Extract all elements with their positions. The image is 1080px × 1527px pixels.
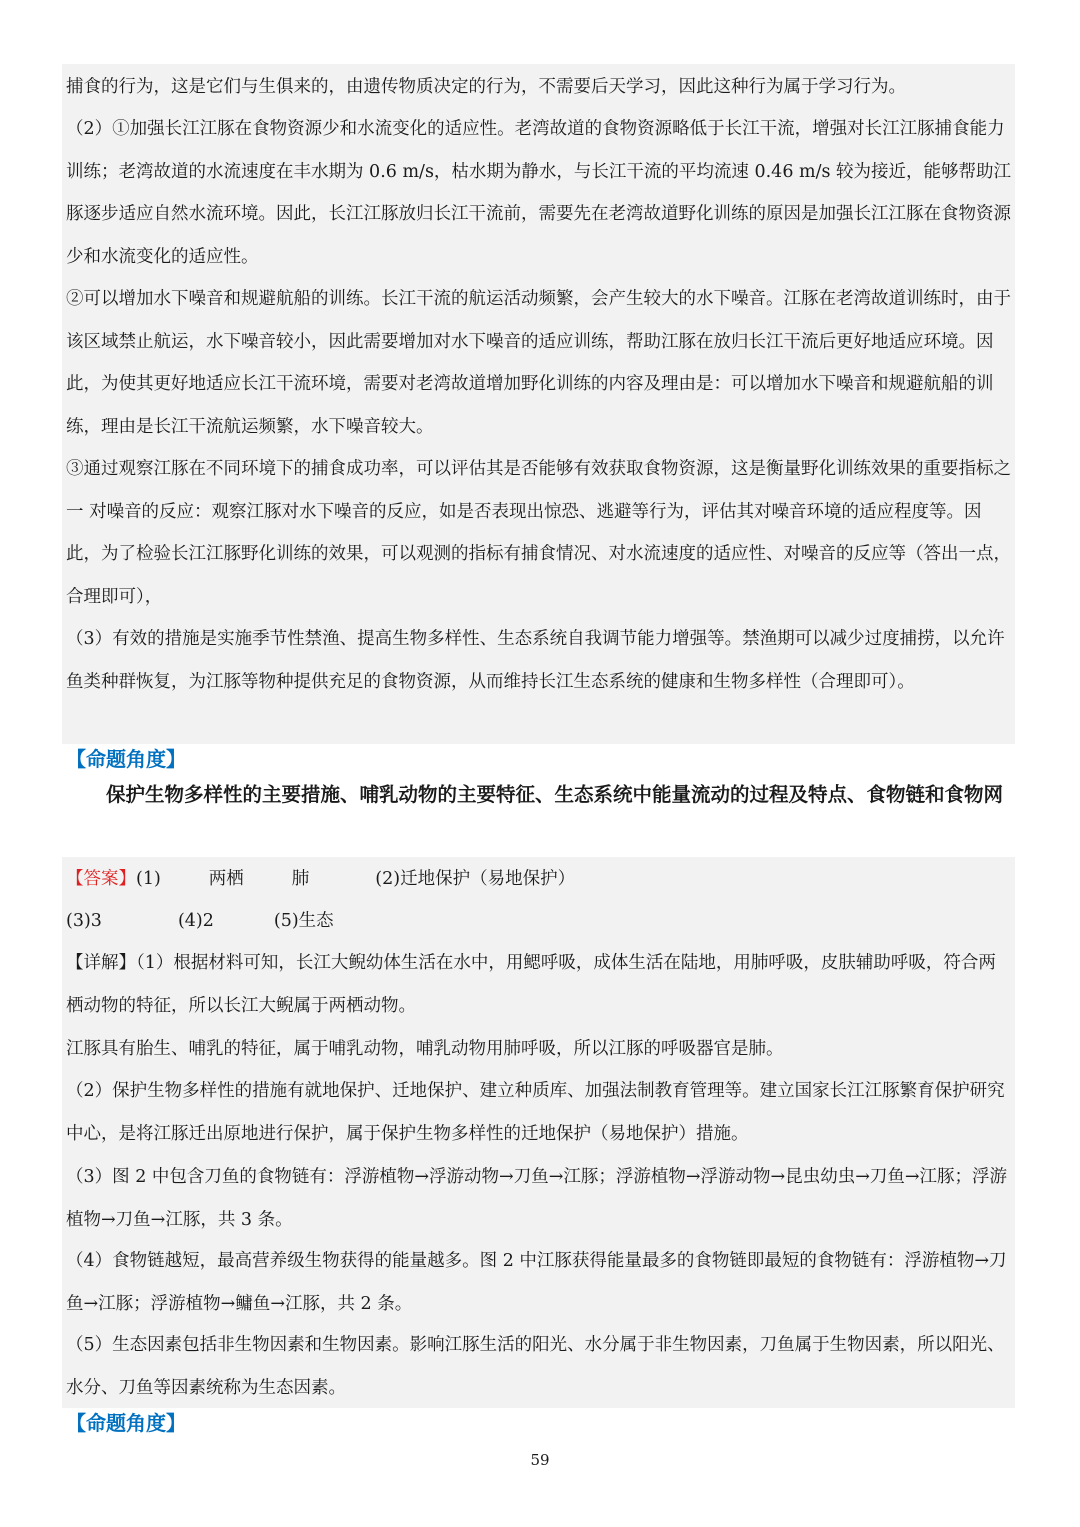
- page-number: 59: [530, 1451, 550, 1469]
- answer-1-value-2: 肺: [291, 869, 310, 889]
- answer-5: (5)生态: [273, 911, 334, 931]
- detail-text-1: （1）根据材料可知，长江大鲵幼体生活在水中，用鳃呼吸，成体生活在陆地，用肺呼吸，皮肤辅助呼吸，符合两栖动物的特征，所以长江大鲵属于两栖动物。: [66, 953, 996, 1016]
- answer-label: 【答案】: [66, 869, 136, 889]
- topic-angle-heading: 【命题角度】: [66, 747, 186, 771]
- analysis-paragraph-4: （3）有效的措施是实施季节性禁渔、提高生物多样性、生态系统自我调节能力增强等。禁渔期可以减少过度捕捞，以允许鱼类种群恢复，为江豚等物种提供充足的食物资源，从而维持长江生态系统的健康和生物多样性（合理即可）。: [66, 629, 1005, 692]
- detail-paragraph-1: [66, 942, 1012, 1027]
- answer-1-number: (1): [136, 869, 161, 889]
- answer-4: (4)2: [177, 911, 214, 931]
- answer-2: (2)迁地保护（易地保护）: [375, 869, 576, 889]
- detail-paragraph-5: （4）食物链越短，最高营养级生物获得的能量越多。图 2 中江豚获得能量最多的食物链即最短的食物链有：浮游植物→刀鱼→江豚；浮游植物→鳙鱼→江豚，共 2 条。: [66, 1251, 1007, 1314]
- answer-1-value-1: 两栖: [208, 869, 244, 889]
- detail-paragraph-3: （2）保护生物多样性的措施有就地保护、迁地保护、建立种质库、加强法制教育管理等。建立国家长江江豚繁育保护研究中心，是将江豚迁出原地进行保护，属于保护生物多样性的迁地保护（易地保护）措施。: [66, 1081, 1005, 1144]
- analysis-paragraph-1: （2）①加强长江江豚在食物资源少和水流变化的适应性。老湾故道的食物资源略低于长江干流，增强对长江江豚捕食能力训练；老湾故道的水流速度在丰水期为 0.6 m/s，枯水期为静水，与长江干流的平均流速 0.46 m/s 较为接近，能够帮助江豚逐步适应自然水流环境。因此，长江江豚放归长江干流前，需要先在老湾故道野化训练的原因是加强长江江豚在食物资源少和水流变化的适应性。: [66, 119, 1012, 267]
- topic-angle-heading-2: 【命题角度】: [66, 1411, 186, 1435]
- detail-label: 【详解】: [66, 953, 136, 973]
- analysis-paragraph-3: ③通过观察江豚在不同环境下的捕食成功率，可以评估其是否能够有效获取食物资源，这是衡量野化训练效果的重要指标之一 对噪音的反应：观察江豚对水下噪音的反应，如是否表现出惊恐、逃避等行为，评估其对噪音环境的适应程度等。因此，为了检验长江江豚野化训练的效果，可以观测的指标有捕食情况、对水流速度的适应性、对噪音的反应等（答出一点，合理即可），: [66, 459, 1011, 607]
- topic-description: 保护生物多样性的主要措施、哺乳动物的主要特征、生态系统中能量流动的过程及特点、食物链和食物网: [106, 783, 1004, 806]
- analysis-paragraph-0: 捕食的行为，这是它们与生俱来的，由遗传物质决定的行为，不需要后天学习，因此这种行为属于学习行为。: [66, 77, 906, 97]
- analysis-paragraph-2: ②可以增加水下噪音和规避航船的训练。长江干流的航运活动频繁，会产生较大的水下噪音。江豚在老湾故道训练时，由于该区域禁止航运，水下噪音较小，因此需要增加对水下噪音的适应训练，帮助江豚在放归长江干流后更好地适应环境。因此，为使其更好地适应长江干流环境，需要对老湾故道增加野化训练的内容及理由是：可以增加水下噪音和规避航船的训练，理由是长江干流航运频繁，水下噪音较大。: [66, 289, 1011, 437]
- answer-line-2: [66, 900, 1012, 943]
- detail-paragraph-6: （5）生态因素包括非生物因素和生物因素。影响江豚生活的阳光、水分属于非生物因素，刀鱼属于生物因素，所以阳光、水分、刀鱼等因素统称为生态因素。: [66, 1335, 1005, 1398]
- detail-paragraph-2: 江豚具有胎生、哺乳的特征，属于哺乳动物，哺乳动物用肺呼吸，所以江豚的呼吸器官是肺。: [66, 1039, 784, 1059]
- detail-paragraph-4: （3）图 2 中包含刀鱼的食物链有：浮游植物→浮游动物→刀鱼→江豚；浮游植物→浮游动物→昆虫幼虫→刀鱼→江豚；浮游植物→刀鱼→江豚，共 3 条。: [66, 1167, 1008, 1230]
- answer-line: [66, 858, 1012, 901]
- answer-3: (3)3: [66, 911, 102, 931]
